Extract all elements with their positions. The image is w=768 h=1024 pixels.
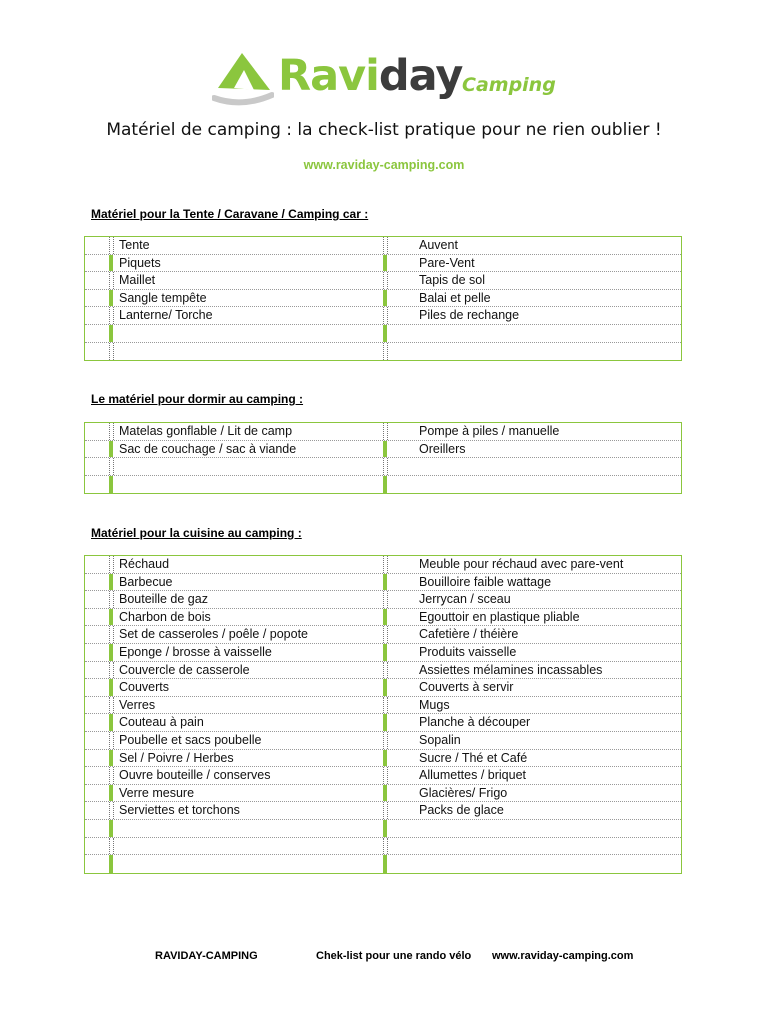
checkbox-left[interactable] — [109, 325, 113, 342]
item-right: Balai et pelle — [419, 290, 491, 305]
checkbox-right[interactable] — [383, 237, 388, 254]
checkbox-left[interactable] — [109, 272, 114, 289]
item-right: Assiettes mélamines incassables — [419, 662, 603, 677]
item-right: Allumettes / briquet — [419, 768, 526, 783]
checkbox-right[interactable] — [383, 343, 388, 361]
table-row — [85, 838, 681, 856]
item-right: Oreillers — [419, 441, 466, 456]
checkbox-right[interactable] — [383, 820, 387, 837]
checkbox-right[interactable] — [383, 732, 388, 749]
checkbox-left[interactable] — [109, 458, 114, 475]
item-left: Lanterne/ Torche — [119, 308, 213, 323]
checkbox-left[interactable] — [109, 820, 113, 837]
item-left: Bouteille de gaz — [119, 592, 208, 607]
checklist-table-sleep — [84, 422, 682, 494]
checkbox-left[interactable] — [109, 855, 113, 873]
table-row — [85, 802, 681, 820]
item-left: Verres — [119, 697, 156, 712]
checkbox-left[interactable] — [109, 732, 114, 749]
footer-brand: RAVIDAY-CAMPING — [155, 950, 258, 962]
item-left: Verre mesure — [119, 785, 195, 800]
item-left: Réchaud — [119, 557, 170, 571]
checkbox-right[interactable] — [383, 556, 388, 573]
section-title-kitchen: Matériel pour la cuisine au camping : — [91, 526, 302, 540]
checkbox-left[interactable] — [109, 591, 114, 608]
checklist-table-kitchen — [84, 555, 682, 874]
table-row — [85, 591, 681, 609]
footer-url[interactable]: www.raviday-camping.com — [492, 950, 634, 962]
table-row — [85, 644, 681, 662]
table-row — [85, 609, 681, 627]
item-left: Maillet — [119, 273, 156, 288]
item-left: Ouvre bouteille / conserves — [119, 768, 271, 783]
item-right: Jerrycan / sceau — [419, 592, 511, 607]
item-right: Produits vaisselle — [419, 644, 517, 659]
table-row — [85, 662, 681, 680]
table-row — [85, 750, 681, 768]
table-row — [85, 325, 681, 343]
item-left: Serviettes et torchons — [119, 803, 240, 818]
checkbox-left[interactable] — [109, 697, 114, 714]
section-title-sleep: Le matériel pour dormir au camping : — [91, 392, 304, 406]
item-right: Piles de rechange — [419, 308, 520, 323]
table-row — [85, 855, 681, 873]
checkbox-left[interactable] — [109, 662, 114, 679]
tent-icon — [212, 48, 274, 110]
item-right: Glacières/ Frigo — [419, 785, 508, 800]
checkbox-left[interactable] — [109, 644, 113, 661]
item-left: Eponge / brosse à vaisselle — [119, 644, 272, 659]
item-right: Sopalin — [419, 732, 461, 747]
table-row — [85, 732, 681, 750]
item-right: Sucre / Thé et Café — [419, 750, 528, 765]
table-row — [85, 697, 681, 715]
checkbox-left[interactable] — [109, 307, 114, 324]
checkbox-right[interactable] — [383, 662, 388, 679]
item-right: Meuble pour réchaud avec pare-vent — [419, 557, 624, 571]
checkbox-right[interactable] — [383, 307, 388, 324]
checkbox-left[interactable] — [109, 838, 114, 855]
checkbox-left[interactable] — [109, 785, 113, 802]
checkbox-right[interactable] — [383, 855, 387, 873]
checkbox-left[interactable] — [109, 441, 113, 458]
logo — [212, 48, 572, 114]
table-row — [85, 343, 681, 361]
page-title: Matériel de camping : la check-list pratique pour ne rien oublier ! — [106, 120, 662, 140]
table-row — [85, 255, 681, 273]
checkbox-right[interactable] — [383, 255, 387, 272]
item-right: Pompe à piles / manuelle — [419, 424, 560, 438]
table-row — [85, 574, 681, 592]
table-row — [85, 714, 681, 732]
item-left: Couvercle de casserole — [119, 662, 250, 677]
checkbox-right[interactable] — [383, 441, 387, 458]
checkbox-right[interactable] — [383, 609, 387, 626]
checkbox-right[interactable] — [383, 697, 388, 714]
table-row — [85, 679, 681, 697]
item-left: Tente — [119, 238, 150, 252]
checkbox-right[interactable] — [383, 767, 388, 784]
checkbox-left[interactable] — [109, 767, 114, 784]
checkbox-left[interactable] — [109, 750, 113, 767]
checkbox-left[interactable] — [109, 476, 113, 494]
checkbox-right[interactable] — [383, 423, 388, 440]
brand-name-part2: day — [378, 51, 463, 101]
item-right: Mugs — [419, 697, 450, 712]
table-row — [85, 290, 681, 308]
table-row — [85, 307, 681, 325]
item-left: Charbon de bois — [119, 609, 211, 624]
checkbox-right[interactable] — [383, 591, 388, 608]
item-left: Couteau à pain — [119, 715, 204, 730]
item-right: Couverts à servir — [419, 680, 514, 695]
item-right: Tapis de sol — [419, 273, 486, 288]
table-row — [85, 272, 681, 290]
checkbox-left[interactable] — [109, 714, 113, 731]
checkbox-right[interactable] — [383, 714, 387, 731]
brand-name — [278, 50, 462, 102]
table-row — [85, 785, 681, 803]
item-left: Barbecue — [119, 574, 173, 589]
checkbox-left[interactable] — [109, 556, 114, 573]
checkbox-right[interactable] — [383, 838, 388, 855]
brand-subtitle: Camping — [462, 74, 556, 96]
checkbox-left[interactable] — [109, 802, 114, 819]
checkbox-left[interactable] — [109, 626, 114, 643]
item-left: Sangle tempête — [119, 290, 207, 305]
checkbox-right[interactable] — [383, 272, 388, 289]
checkbox-right[interactable] — [383, 290, 387, 307]
item-right: Cafetière / théière — [419, 627, 519, 642]
checklist-table-tent — [84, 236, 682, 361]
checkbox-left[interactable] — [109, 609, 113, 626]
section-title-tent: Matériel pour la Tente / Caravane / Camping car : — [91, 207, 369, 221]
item-left: Piquets — [119, 255, 161, 270]
checkbox-right[interactable] — [383, 785, 387, 802]
checkbox-left[interactable] — [109, 423, 114, 440]
table-row — [85, 767, 681, 785]
checkbox-left[interactable] — [109, 679, 113, 696]
table-row — [85, 458, 681, 476]
checkbox-left[interactable] — [109, 343, 114, 361]
item-right: Auvent — [419, 238, 458, 252]
item-left: Couverts — [119, 680, 170, 695]
item-left: Sac de couchage / sac à viande — [119, 441, 297, 456]
item-right: Packs de glace — [419, 803, 504, 818]
checkbox-right[interactable] — [383, 679, 387, 696]
checkbox-right[interactable] — [383, 644, 387, 661]
item-left: Matelas gonflable / Lit de camp — [119, 424, 293, 438]
item-right: Egouttoir en plastique pliable — [419, 609, 580, 624]
checkbox-right[interactable] — [383, 750, 387, 767]
item-right: Planche à découper — [419, 715, 531, 730]
checkbox-right[interactable] — [383, 325, 387, 342]
footer-caption: Chek-list pour une rando vélo — [316, 950, 472, 962]
item-left: Set de casseroles / poêle / popote — [119, 627, 309, 642]
checkbox-right[interactable] — [383, 574, 387, 591]
table-row — [85, 441, 681, 459]
table-row — [85, 556, 681, 574]
brand-name-part1: Ravi — [278, 51, 379, 101]
item-left: Sel / Poivre / Herbes — [119, 750, 234, 765]
checkbox-right[interactable] — [383, 458, 388, 475]
checkbox-right[interactable] — [383, 626, 388, 643]
table-row — [85, 626, 681, 644]
checkbox-left[interactable] — [109, 290, 113, 307]
item-right: Bouilloire faible wattage — [419, 574, 552, 589]
item-left: Poubelle et sacs poubelle — [119, 732, 262, 747]
table-row — [85, 237, 681, 255]
table-row — [85, 423, 681, 441]
site-url[interactable]: www.raviday-camping.com — [303, 158, 465, 172]
checkbox-left[interactable] — [109, 255, 113, 272]
checkbox-left[interactable] — [109, 574, 113, 591]
checkbox-left[interactable] — [109, 237, 114, 254]
checkbox-right[interactable] — [383, 802, 388, 819]
item-right: Pare-Vent — [419, 255, 475, 270]
table-row — [85, 820, 681, 838]
table-row — [85, 476, 681, 494]
checkbox-right[interactable] — [383, 476, 387, 494]
